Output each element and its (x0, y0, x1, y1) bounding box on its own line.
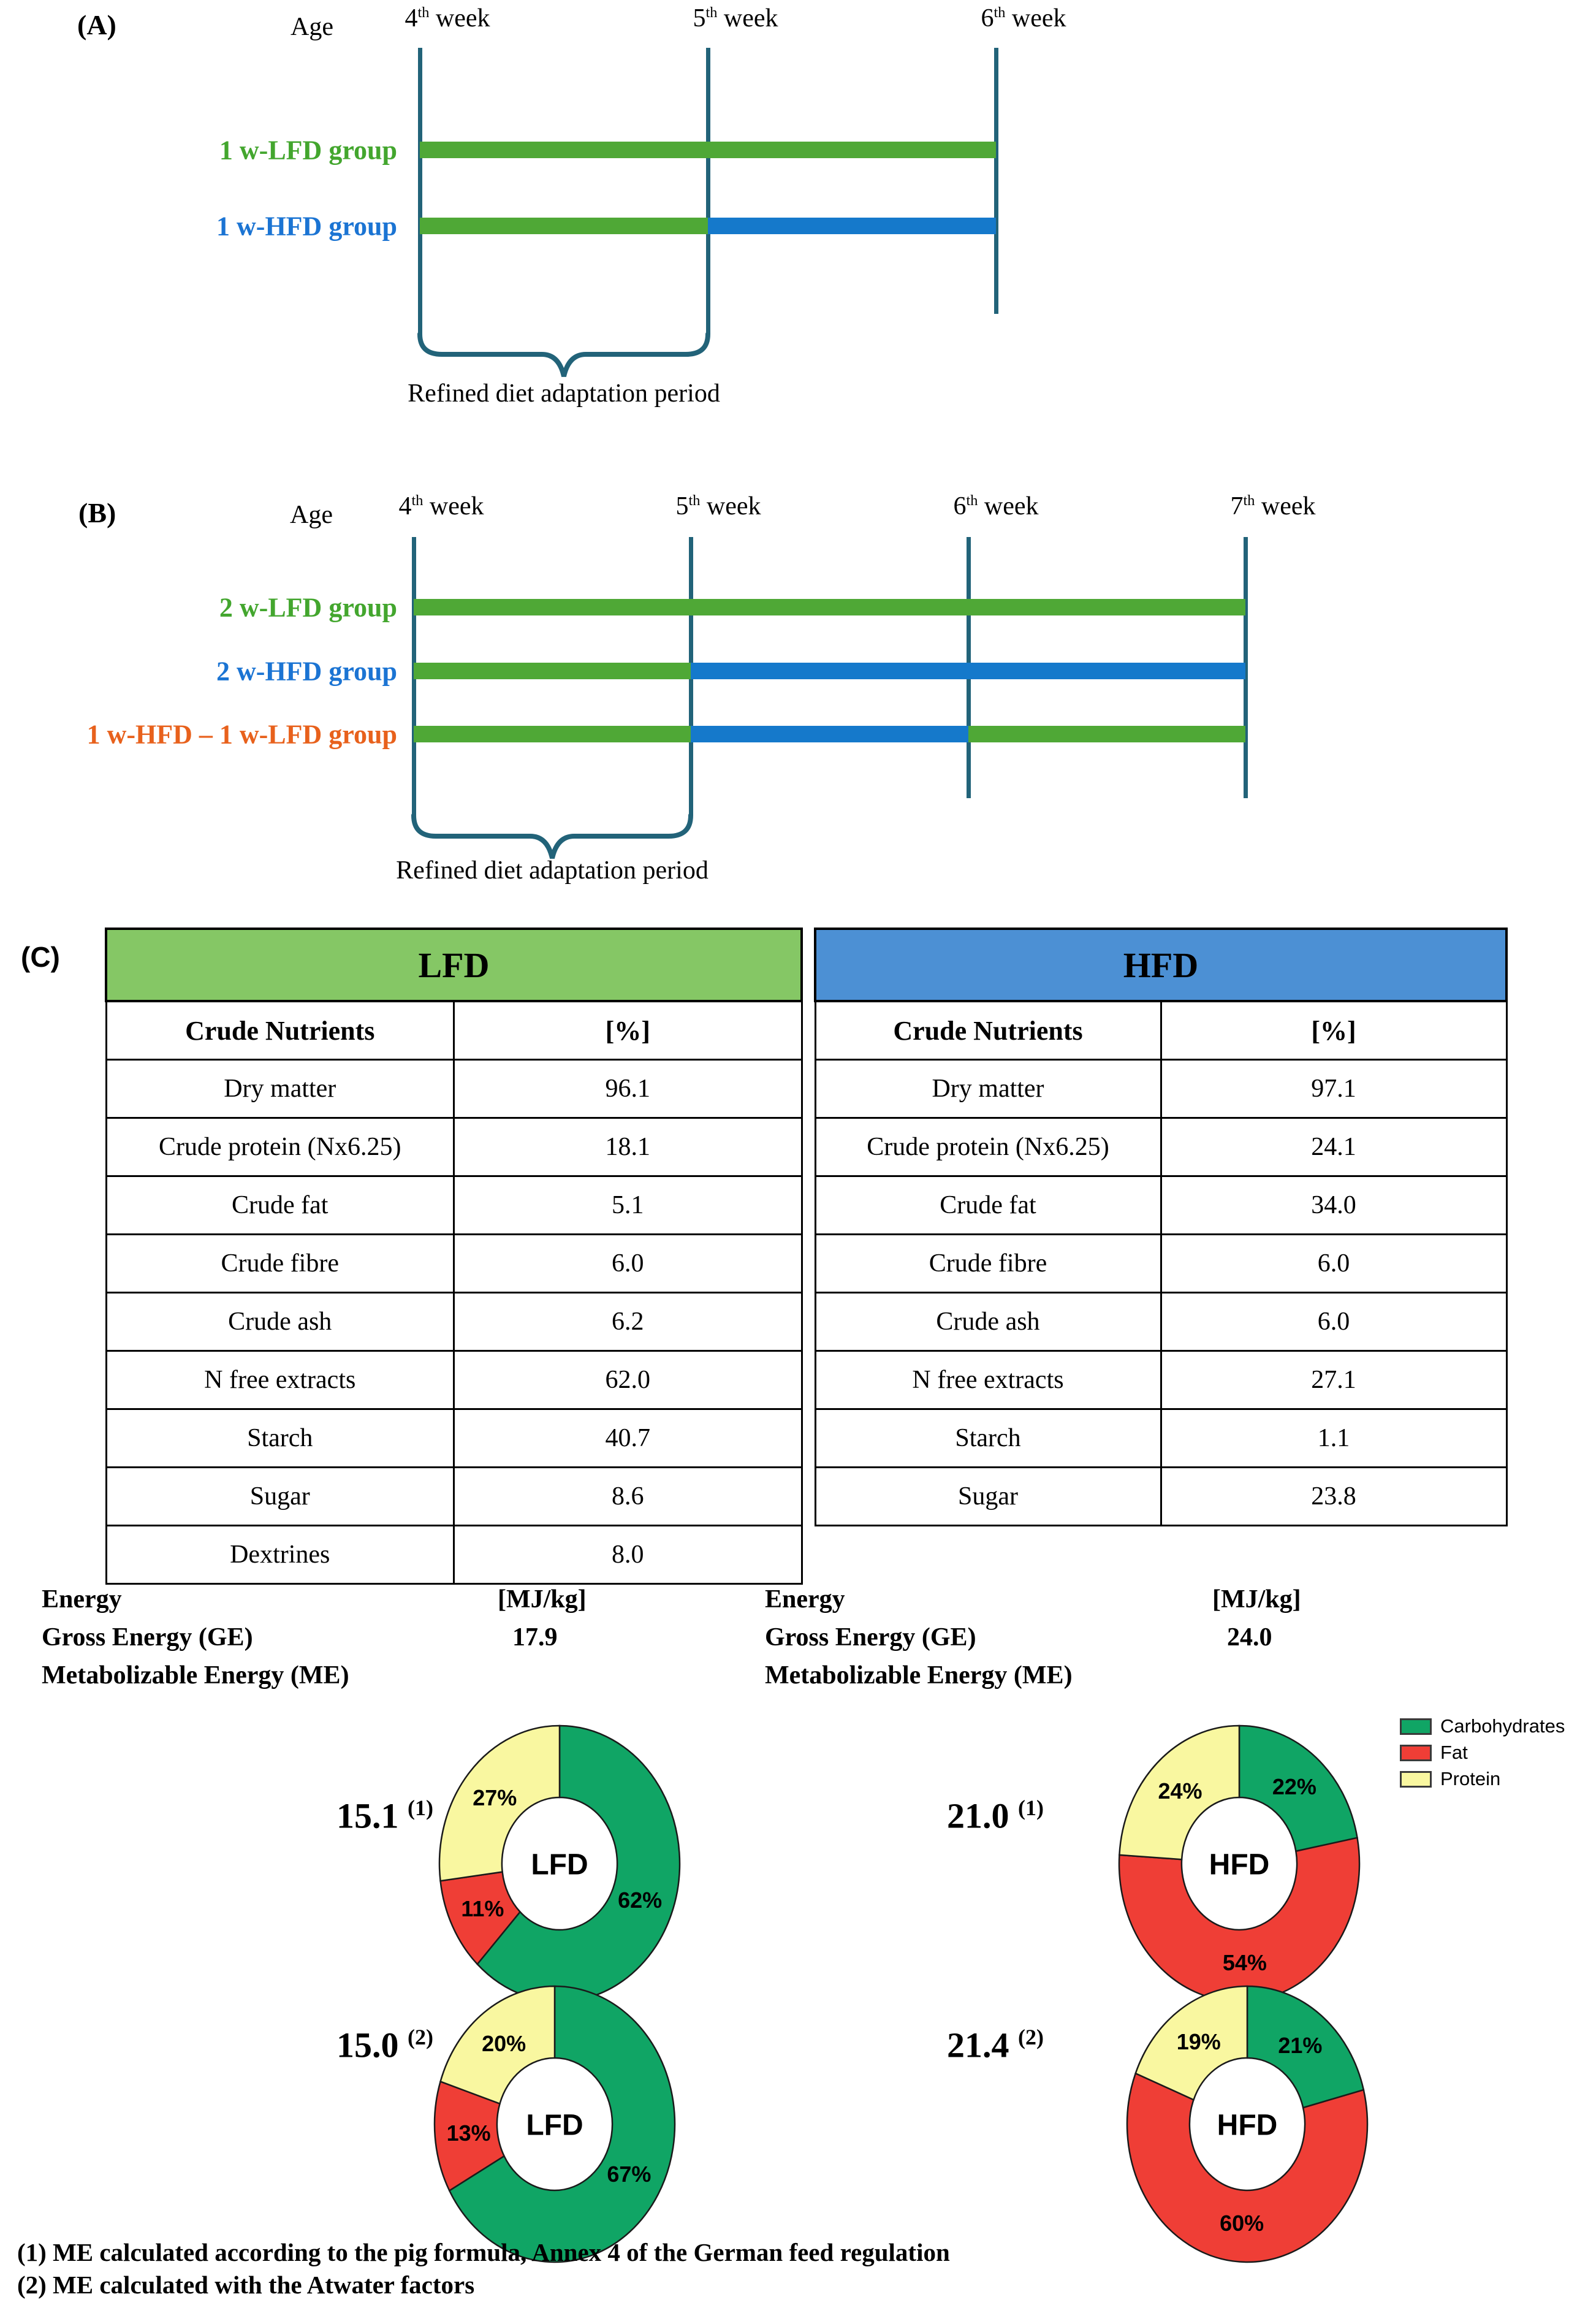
group-label: 1 w-HFD – 1 w-LFD group (86, 719, 397, 750)
hfd-nutrients-table (814, 928, 1508, 1526)
table-cell: 5.1 (454, 1176, 802, 1235)
table-cell: 8.6 (454, 1468, 802, 1526)
donut-percent-label: 24% (1158, 1778, 1202, 1804)
table-cell: 18.1 (454, 1118, 802, 1176)
table-cell: Dry matter (106, 1060, 454, 1118)
table-cell: N free extracts (106, 1351, 454, 1409)
energy-heading: Energy (42, 1585, 122, 1613)
table-cell: Sugar (106, 1468, 454, 1526)
table-row (815, 1351, 1506, 1409)
table-cell: 97.1 (1161, 1060, 1506, 1118)
table-cell: Crude protein (Nx6.25) (106, 1118, 454, 1176)
week-label: 7th week (1230, 492, 1316, 520)
table-row (815, 1409, 1506, 1468)
week-label: 5th week (693, 4, 778, 32)
panel-a-age-label: Age (291, 13, 333, 41)
me-value: 15.1 $^{(1)}$ (336, 1796, 433, 1836)
nutrients-table (105, 928, 803, 1585)
table-cell: 23.8 (1161, 1468, 1506, 1526)
table-cell: Crude fibre (815, 1235, 1161, 1293)
panel-a-tag: (A) (77, 9, 116, 40)
table-cell: Crude protein (Nx6.25) (815, 1118, 1161, 1176)
table-cell: Starch (815, 1409, 1161, 1468)
table-cell: Dextrines (106, 1526, 454, 1584)
legend-item (1400, 1768, 1565, 1790)
panel-b-tag: (B) (78, 497, 116, 528)
table-row (815, 1176, 1506, 1235)
group-label: 2 w-HFD group (216, 656, 397, 687)
energy-unit: [MJ/kg] (498, 1585, 587, 1613)
table-cell: 62.0 (454, 1351, 802, 1409)
energy-row-label: Gross Energy (GE) (42, 1623, 253, 1652)
panel-b-brace-label: Refined diet adaptation period (396, 856, 709, 885)
table-row (106, 1526, 802, 1584)
donut-center-label: HFD (1209, 1848, 1270, 1881)
donut-legend (1400, 1715, 1565, 1794)
table-column-header: [%] (1161, 1001, 1506, 1060)
donut-percent-label: 13% (446, 2120, 491, 2146)
footnote-line: (1) ME calculated according to the pig formula, Annex 4 of the German feed regulation (17, 2238, 950, 2266)
table-cell: Crude ash (106, 1293, 454, 1351)
week-label: 6th week (953, 492, 1039, 520)
table-row (815, 1060, 1506, 1118)
footnote-line: (2) ME calculated with the Atwater factors (17, 2271, 475, 2299)
table-cell: Crude ash (815, 1293, 1161, 1351)
table-cell: Crude fat (106, 1176, 454, 1235)
table-title: HFD (815, 929, 1506, 1001)
donut-percent-label: 22% (1272, 1774, 1316, 1800)
donut-percent-label: 19% (1176, 2029, 1221, 2054)
energy-row-label: Metabolizable Energy (ME) (765, 1661, 1073, 1690)
table-cell: Starch (106, 1409, 454, 1468)
table-row (106, 1235, 802, 1293)
week-label: 5th week (675, 492, 761, 520)
donut-percent-label: 20% (482, 2030, 526, 2056)
legend-swatch-icon (1400, 1771, 1432, 1788)
legend-item (1400, 1742, 1565, 1764)
table-cell: Crude fat (815, 1176, 1161, 1235)
week-label: 4th week (398, 492, 484, 520)
donut-percent-label: 54% (1222, 1949, 1267, 1975)
panel-a-brace-label: Refined diet adaptation period (408, 379, 720, 408)
table-row (815, 1293, 1506, 1351)
me-value: 21.4 $^{(2)}$ (947, 2025, 1044, 2065)
donut-percent-label: 62% (618, 1887, 663, 1913)
donut-percent-label: 11% (461, 1895, 504, 1921)
table-cell: 1.1 (1161, 1409, 1506, 1468)
energy-row-label: Metabolizable Energy (ME) (42, 1661, 349, 1690)
table-row (106, 1060, 802, 1118)
table-row (815, 1235, 1506, 1293)
donut-center-label: LFD (526, 2109, 583, 2142)
table-cell: 24.1 (1161, 1118, 1506, 1176)
table-cell: N free extracts (815, 1351, 1161, 1409)
energy-row-label: Gross Energy (GE) (765, 1623, 976, 1652)
table-row (106, 1351, 802, 1409)
donut-center-label: HFD (1217, 2109, 1278, 2142)
table-column-header: Crude Nutrients (106, 1001, 454, 1060)
table-cell: Sugar (815, 1468, 1161, 1526)
table-row (815, 1118, 1506, 1176)
legend-label: Carbohydrates (1440, 1715, 1565, 1737)
table-row (106, 1468, 802, 1526)
table-cell: Dry matter (815, 1060, 1161, 1118)
table-cell: 6.0 (1161, 1293, 1506, 1351)
table-cell: 96.1 (454, 1060, 802, 1118)
legend-item (1400, 1715, 1565, 1737)
table-title: LFD (106, 929, 802, 1001)
nutrients-table (814, 928, 1508, 1526)
table-cell: 34.0 (1161, 1176, 1506, 1235)
panel-c-tag: (C) (21, 941, 60, 973)
table-cell: 6.2 (454, 1293, 802, 1351)
energy-row-value: 24.0 (1227, 1623, 1272, 1652)
table-cell: 8.0 (454, 1526, 802, 1584)
table-row (106, 1293, 802, 1351)
table-cell: Crude fibre (106, 1235, 454, 1293)
table-row (106, 1409, 802, 1468)
table-row (815, 1468, 1506, 1526)
energy-heading: Energy (765, 1585, 845, 1613)
me-value: 15.0 $^{(2)}$ (336, 2025, 433, 2065)
legend-label: Protein (1440, 1768, 1501, 1789)
table-row (106, 1118, 802, 1176)
group-label: 1 w-HFD group (216, 211, 397, 242)
donut-center-label: LFD (531, 1848, 588, 1881)
week-label: 4th week (405, 4, 490, 32)
energy-row-value: 17.9 (512, 1623, 558, 1652)
brace-path (414, 815, 691, 858)
legend-swatch-icon (1400, 1718, 1432, 1735)
energy-unit: [MJ/kg] (1212, 1585, 1301, 1613)
donut-percent-label: 21% (1278, 2032, 1323, 2058)
group-label: 2 w-LFD group (219, 592, 397, 623)
week-label: 6th week (981, 4, 1066, 32)
lfd-nutrients-table (105, 928, 803, 1585)
table-cell: 6.0 (1161, 1235, 1506, 1293)
legend-swatch-icon (1400, 1745, 1432, 1761)
table-column-header: Crude Nutrients (815, 1001, 1161, 1060)
table-cell: 27.1 (1161, 1351, 1506, 1409)
table-column-header: [%] (454, 1001, 802, 1060)
group-label: 1 w-LFD group (219, 135, 397, 166)
table-cell: 40.7 (454, 1409, 802, 1468)
donut-percent-label: 67% (607, 2162, 652, 2187)
me-value: 21.0 $^{(1)}$ (947, 1796, 1044, 1836)
table-cell: 6.0 (454, 1235, 802, 1293)
legend-label: Fat (1440, 1742, 1468, 1763)
donut-percent-label: 27% (473, 1785, 517, 1810)
table-row (106, 1176, 802, 1235)
donut-percent-label: 60% (1220, 2210, 1264, 2236)
panel-b-age-label: Age (290, 501, 333, 529)
